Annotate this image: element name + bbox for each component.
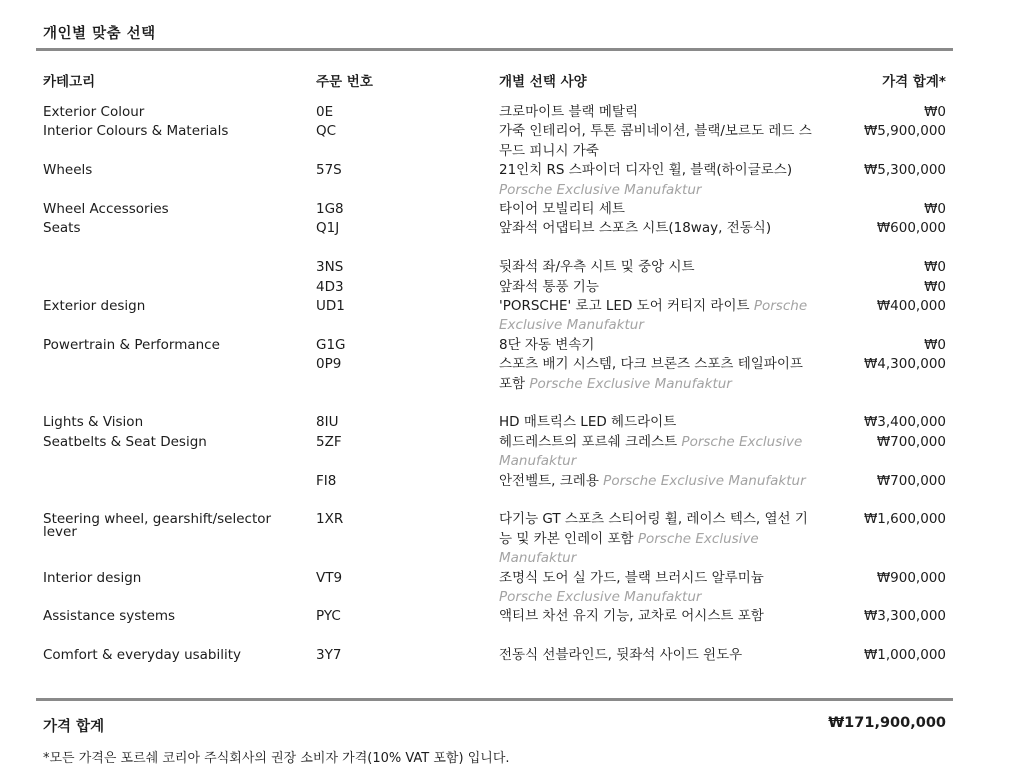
row-order-number: FI8	[316, 472, 337, 489]
table-row	[0, 297, 1024, 336]
row-order-number: 0E	[316, 104, 334, 120]
row-price: ₩900,000	[876, 569, 946, 586]
row-brand-note: Porsche Exclusive Manufaktur	[499, 433, 803, 470]
row-option	[499, 413, 815, 432]
row-option-text: 8단 자동 변속기	[499, 336, 595, 353]
row-order-number: Q1J	[316, 220, 340, 237]
bottom-divider	[36, 698, 953, 701]
row-option	[499, 219, 815, 238]
row-category: Exterior design	[43, 297, 146, 314]
row-brand-note: Porsche Exclusive Manufaktur	[499, 181, 702, 198]
table-row	[0, 433, 1024, 472]
row-price: ₩0	[924, 336, 946, 353]
table-row	[0, 646, 1024, 665]
row-option-text: 21인치 RS 스파이더 디자인 휠, 블랙(하이글로스)	[499, 162, 793, 179]
header-category: 카테고리	[43, 74, 96, 90]
row-price: ₩3,300,000	[863, 608, 946, 625]
table-row	[0, 510, 1024, 568]
row-option	[499, 569, 815, 608]
row-brand-note: Porsche Exclusive Manufaktur	[603, 472, 806, 489]
row-category: Lights & Vision	[43, 414, 144, 431]
row-option-text: 조명식 도어 실 가드, 블랙 브러시드 알루미늄	[499, 569, 764, 586]
row-option	[499, 336, 815, 355]
row-category: Wheel Accessories	[43, 200, 169, 217]
row-order-number: VT9	[316, 569, 343, 586]
row-price: ₩1,000,000	[863, 647, 946, 664]
row-option	[499, 607, 815, 626]
row-option	[499, 510, 815, 568]
row-option-text: 스포츠 배기 시스템, 다크 브론즈 스포츠 테일파이프 포함	[499, 356, 803, 392]
row-order-number: G1G	[316, 336, 346, 353]
row-option-text: 앞좌석 통풍 기능	[499, 278, 599, 295]
row-option	[499, 297, 815, 336]
row-category	[43, 472, 293, 475]
row-option-text: 뒷좌석 좌/우측 시트 및 중앙 시트	[499, 259, 695, 276]
row-price: ₩700,000	[876, 472, 946, 489]
table-row	[0, 472, 1024, 511]
row-option	[499, 122, 815, 161]
row-price: ₩0	[924, 200, 946, 217]
row-category: Comfort & everyday usability	[43, 647, 242, 664]
row-price: ₩5,300,000	[863, 162, 946, 179]
row-order-number: 8IU	[316, 414, 339, 431]
row-option	[499, 278, 815, 297]
header-order-number: 주문 번호	[316, 74, 373, 90]
row-option	[499, 472, 815, 491]
top-divider	[36, 48, 953, 51]
row-price: ₩0	[924, 104, 946, 120]
row-order-number: UD1	[316, 297, 345, 314]
row-price: ₩1,600,000	[863, 511, 946, 528]
row-price: ₩5,900,000	[863, 123, 946, 140]
row-option-text: 안전벨트, 크레용	[499, 472, 599, 489]
table-row	[0, 103, 1024, 122]
row-option-text: 전동식 선블라인드, 뒷좌석 사이드 윈도우	[499, 647, 743, 664]
row-order-number: 5ZF	[316, 433, 342, 450]
row-price: ₩0	[924, 278, 946, 295]
row-category: Seatbelts & Seat Design	[43, 433, 207, 450]
row-option	[499, 103, 815, 122]
row-option-text: 액티브 차선 유지 기능, 교차로 어시스트 포함	[499, 608, 764, 625]
table-row	[0, 258, 1024, 277]
table-row	[0, 355, 1024, 413]
table-row	[0, 200, 1024, 219]
row-option-text: 타이어 모빌리티 세트	[499, 200, 625, 217]
row-category: Interior design	[43, 569, 142, 586]
row-option-text: 다기능 GT 스포츠 스티어링 휠, 레이스 텍스, 열선 기능 및 카본 인레이 포함	[499, 511, 808, 547]
row-option	[499, 433, 815, 472]
row-order-number: 4D3	[316, 278, 344, 295]
row-order-number: 1XR	[316, 511, 344, 528]
header-option: 개별 선택 사양	[499, 74, 587, 90]
table-row	[0, 122, 1024, 161]
row-order-number: 57S	[316, 162, 342, 179]
row-category: Steering wheel, gearshift/selector lever	[43, 511, 272, 541]
table-row	[0, 161, 1024, 200]
row-order-number: QC	[316, 123, 337, 140]
options-table	[0, 103, 1024, 665]
row-category	[43, 258, 293, 261]
row-price: ₩3,400,000	[863, 414, 946, 431]
row-brand-note: Porsche Exclusive Manufaktur	[499, 297, 808, 334]
row-category: Exterior Colour	[43, 104, 145, 120]
row-price: ₩400,000	[876, 297, 946, 314]
table-row	[0, 569, 1024, 608]
table-row	[0, 278, 1024, 297]
row-price: ₩700,000	[876, 433, 946, 450]
row-brand-note: Porsche Exclusive Manufaktur	[499, 530, 759, 567]
row-category: Wheels	[43, 162, 93, 179]
row-order-number: 3NS	[316, 259, 344, 276]
row-category	[43, 278, 293, 281]
total-value: ₩171,900,000	[828, 715, 946, 731]
row-category: Seats	[43, 220, 81, 237]
row-order-number: 0P9	[316, 356, 342, 373]
row-price: ₩600,000	[876, 220, 946, 237]
row-option	[499, 355, 815, 394]
row-order-number: PYC	[316, 608, 341, 625]
row-price: ₩4,300,000	[863, 356, 946, 373]
table-row	[0, 336, 1024, 355]
row-option	[499, 646, 815, 665]
row-category: Assistance systems	[43, 608, 176, 625]
row-option-text: 'PORSCHE' 로고 LED 도어 커티지 라이트	[499, 297, 750, 314]
footnote: *모든 가격은 포르쉐 코리아 주식회사의 권장 소비자 가격(10% VAT 포함) 입니다.	[43, 751, 510, 766]
section-title: 개인별 맞춤 선택	[43, 26, 156, 42]
row-option-text: 헤드레스트의 포르쉐 크레스트	[499, 433, 678, 450]
table-row	[0, 219, 1024, 258]
row-category: Powertrain & Performance	[43, 336, 220, 353]
row-category	[43, 355, 293, 358]
row-option-text: 가죽 인테리어, 투톤 콤비네이션, 블랙/보르도 레드 스무드 피니시 가죽	[499, 123, 812, 159]
row-category: Interior Colours & Materials	[43, 123, 229, 140]
row-option-text: 앞좌석 어댑티브 스포츠 시트(18way, 전동식)	[499, 220, 772, 237]
table-row	[0, 413, 1024, 432]
row-option	[499, 200, 815, 219]
row-brand-note: Porsche Exclusive Manufaktur	[529, 375, 732, 392]
row-order-number: 3Y7	[316, 647, 342, 664]
row-option	[499, 258, 815, 277]
row-brand-note: Porsche Exclusive Manufaktur	[499, 588, 702, 605]
row-option-text: 크로마이트 블랙 메탈릭	[499, 104, 638, 120]
row-order-number: 1G8	[316, 200, 344, 217]
header-price: 가격 합계*	[882, 74, 946, 90]
total-label: 가격 합계	[43, 719, 105, 735]
table-row	[0, 607, 1024, 646]
row-option	[499, 161, 815, 200]
row-price: ₩0	[924, 259, 946, 276]
row-option-text: HD 매트릭스 LED 헤드라이트	[499, 414, 677, 431]
